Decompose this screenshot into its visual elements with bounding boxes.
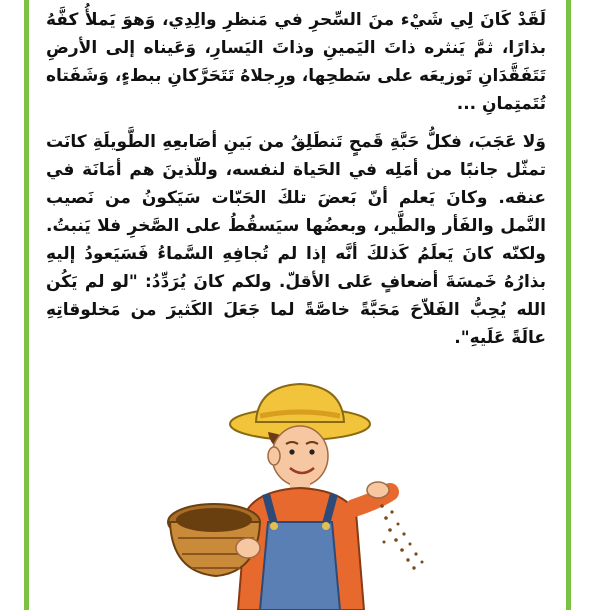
right-eye — [309, 449, 314, 454]
paragraph-2: وَلا عَجَبَ، فكلُّ حَبَّةِ قَمحٍ تَنطَلِقُ من بَينِ أصَابعِهِ الطَّويلَةِ كانَت تمثّل جانبًا من أمَلِه في الحَياة لنفسه، وللّذينَ هم أمَانَة في عنقه. وكانَ يَعلم أنّ بَعضَ تلكَ الحَبّات سَيَكونُ من نَصيب النَّمل والفَأر والطَّير، وبعضُها سيَسقُطُ على الصَّخرِ فلا يَنبتُ. ولكنّه كانَ يَعلَمُ كَذلكَ أنَّه إذا لم تُجافِهِ السَّماءُ فَسَيَعودُ إليهِ بذارُهُ خَمسَةَ أضعافٍ عَلى الأقلّ. ولكم كانَ يُرَدِّدُ: "لو لم يَكُن الله يُحِبُّ الفَلاّحَ مَحَبَّةً خاصَّةً لما جَعَلَ الكَثيرَ من مَخلوقاتِهِ عالَةً عَلَيهِ". — [46, 132, 546, 348]
paragraph-1: لَقَدْ كَانَ لِي شَيْء منَ السِّحرِ في مَنظرِ والِدِي، وَهوَ يَملأُ كفَّهُ بذارًا، ثمَّ يَنثره ذاتَ اليَمينِ وذاتَ اليَسارِ، وَعَيناه إلى الأرضِ تَتَفَقَّدَانِ تَوزيعَه على سَطحِها، ورِجلاهُ تَتَحَرَّكانِ ببطءٍ، وَشَفَتاه تُتَمتِمانِ ... — [46, 10, 546, 114]
overalls — [260, 522, 340, 610]
left-hand — [236, 538, 260, 558]
left-button — [270, 522, 278, 530]
story-page — [46, 0, 546, 352]
seeds-in-basket — [176, 508, 252, 532]
falling-seeds — [380, 504, 423, 570]
farmer-sowing-illustration — [128, 372, 454, 610]
page-border-right — [566, 0, 571, 610]
right-hand — [367, 482, 389, 498]
left-eye — [289, 449, 294, 454]
right-button — [322, 522, 330, 530]
ear — [268, 447, 280, 465]
page-border-left — [24, 0, 29, 610]
